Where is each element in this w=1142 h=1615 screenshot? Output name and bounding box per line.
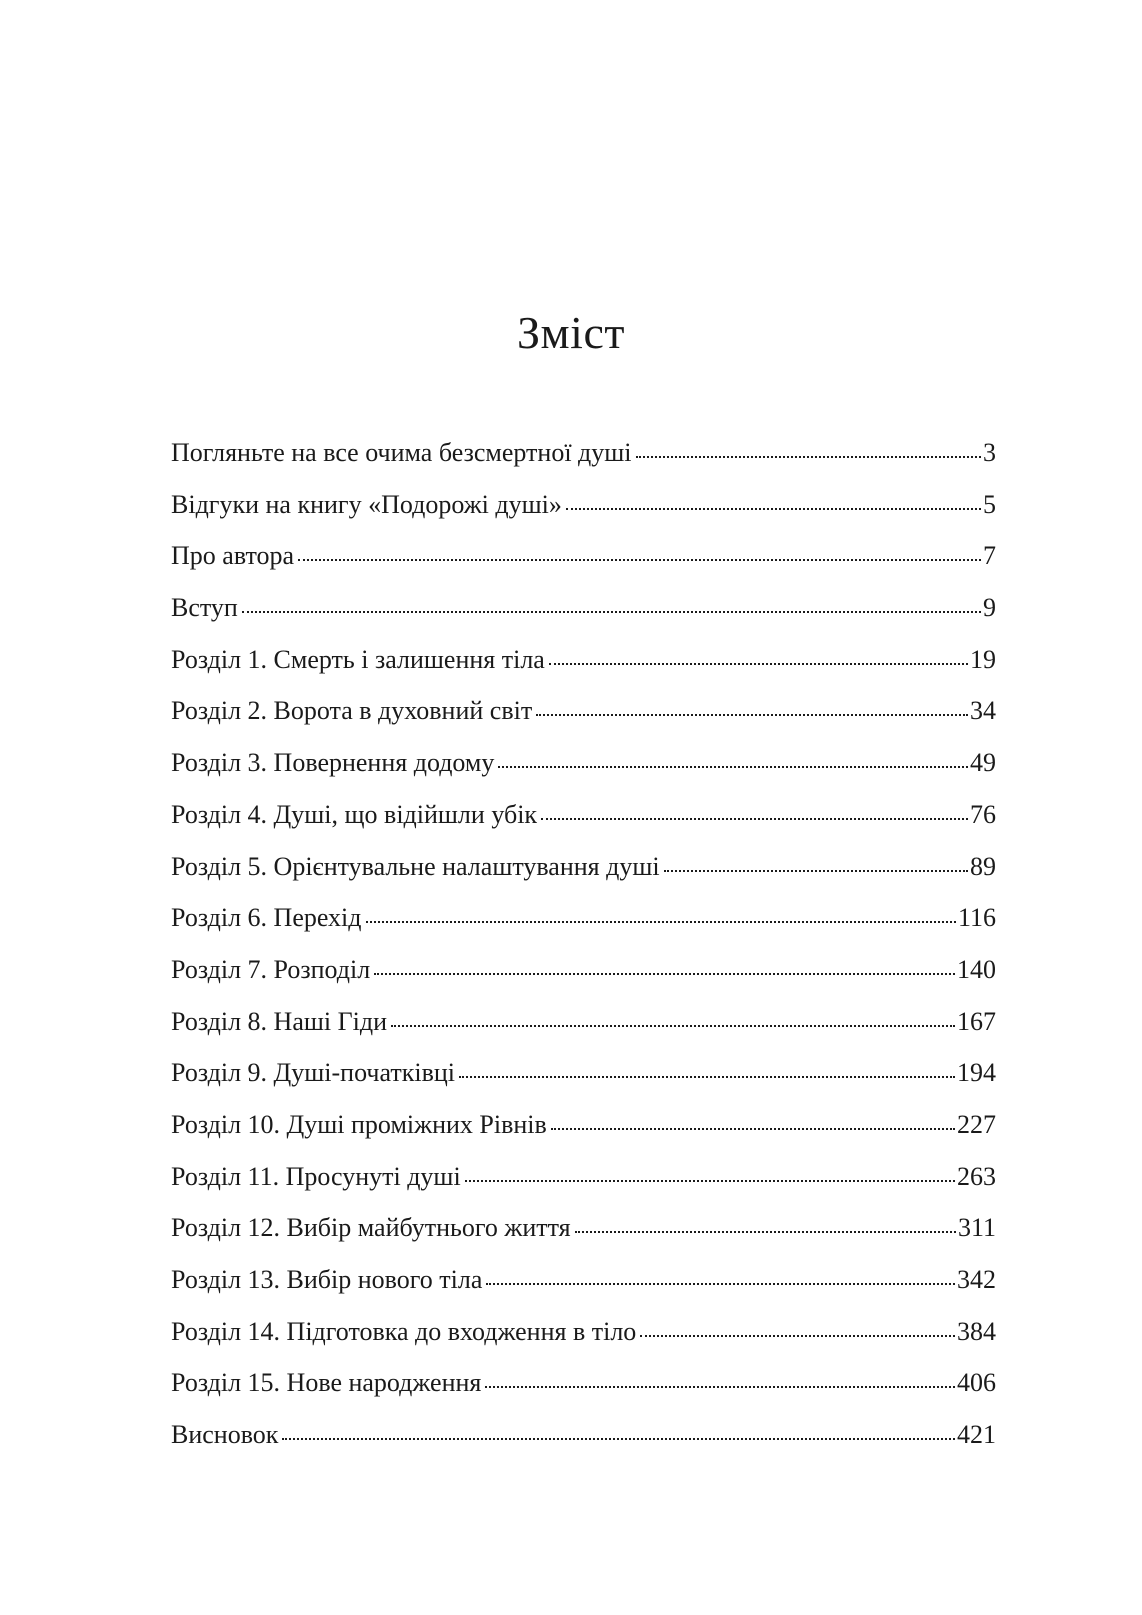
dot-leader (459, 1076, 955, 1078)
dot-leader (575, 1231, 956, 1233)
page-title: Зміст (517, 307, 625, 358)
dot-leader (242, 611, 981, 613)
dot-leader (366, 921, 956, 923)
dot-leader (551, 1128, 955, 1130)
toc-entry-title: Розділ 6. Перехід (171, 903, 362, 933)
dot-leader (536, 714, 968, 716)
toc-entry (171, 903, 996, 955)
toc-entry-page-number: 76 (970, 799, 996, 829)
toc-entry (171, 1317, 996, 1369)
toc-entry-page-number: 49 (970, 748, 996, 778)
dot-leader (640, 1335, 955, 1337)
toc-entry-title: Розділ 3. Повернення додому (171, 748, 495, 778)
toc-entry-title: Розділ 8. Наші Гіди (171, 1006, 387, 1036)
dot-leader (498, 766, 968, 768)
toc-entry-page-number: 421 (957, 1420, 996, 1450)
toc-entry (171, 1058, 996, 1110)
toc-entry-page-number: 167 (957, 1006, 996, 1036)
toc-entry (171, 1213, 996, 1265)
dot-leader (486, 1283, 955, 1285)
toc-entry-title: Розділ 12. Вибір майбутнього життя (171, 1213, 571, 1243)
toc-entry-title: Про автора (171, 541, 295, 571)
toc-entry (171, 1265, 996, 1317)
toc-entry-page-number: 5 (983, 489, 996, 519)
toc-entry-page-number: 194 (957, 1058, 996, 1088)
toc-entry-title: Розділ 2. Ворота в духовний світ (171, 696, 533, 726)
toc-entry (171, 1368, 996, 1420)
toc-entry (171, 852, 996, 904)
toc-entry (171, 645, 996, 697)
dot-leader (549, 663, 968, 665)
dot-leader (636, 456, 981, 458)
toc-entry-page-number: 34 (970, 696, 996, 726)
toc-entry (171, 1420, 996, 1472)
dot-leader (391, 1025, 955, 1027)
toc-entry-page-number: 384 (957, 1316, 996, 1346)
dot-leader (282, 1438, 955, 1440)
dot-leader (566, 508, 981, 510)
toc-entry-page-number: 311 (957, 1213, 996, 1243)
toc-entry-title: Розділ 7. Розподіл (171, 954, 371, 984)
toc-entry-title: Розділ 14. Підготовка до входження в тіло (171, 1316, 637, 1346)
toc-entry-page-number: 406 (957, 1368, 996, 1398)
toc-entry (171, 438, 996, 490)
toc-entry (171, 490, 996, 542)
toc-entry (171, 1007, 996, 1059)
toc-entry-title: Розділ 10. Душі проміжних Рівнів (171, 1109, 547, 1139)
toc-entry-page-number: 89 (970, 851, 996, 881)
toc-entry-title: Розділ 4. Душі, що відійшли убік (171, 799, 538, 829)
toc-entry-page-number: 3 (983, 438, 996, 467)
toc-entry-title: Погляньте на все очима безсмертної душі (171, 438, 632, 467)
toc-entry-page-number: 9 (983, 593, 996, 623)
toc-entry-page-number: 19 (970, 644, 996, 674)
toc-entry (171, 696, 996, 748)
toc-entry-page-number: 116 (957, 903, 996, 933)
toc-entry-title: Висновок (171, 1420, 279, 1450)
toc-entry (171, 593, 996, 645)
toc-entry-page-number: 342 (957, 1265, 996, 1294)
toc-entry-page-number: 140 (957, 954, 996, 984)
toc-entry-page-number: 263 (957, 1161, 996, 1191)
dot-leader (485, 1386, 955, 1388)
toc-entry (171, 800, 996, 852)
toc-entry (171, 1110, 996, 1162)
toc-entry (171, 748, 996, 800)
dot-leader (298, 559, 981, 561)
dot-leader (374, 973, 955, 975)
toc-entry (171, 1162, 996, 1214)
toc-entry-title: Вступ (171, 593, 238, 623)
dot-leader (465, 1180, 955, 1182)
dot-leader (664, 870, 968, 872)
toc-entry-title: Розділ 15. Нове народження (171, 1368, 482, 1398)
toc-entry (171, 541, 996, 593)
toc-entry-title: Розділ 13. Вибір нового тіла (171, 1265, 483, 1294)
table-of-contents (171, 438, 996, 1472)
toc-entry-page-number: 7 (983, 541, 996, 571)
toc-entry (171, 955, 996, 1007)
toc-entry-page-number: 227 (957, 1109, 996, 1139)
toc-entry-title: Розділ 9. Душі-початківці (171, 1058, 455, 1088)
toc-entry-title: Розділ 5. Орієнтувальне налаштування душі (171, 851, 660, 881)
toc-entry-title: Розділ 1. Смерть і залишення тіла (171, 644, 545, 674)
toc-entry-title: Розділ 11. Просунуті душі (171, 1161, 461, 1191)
toc-entry-title: Відгуки на книгу «Подорожі душі» (171, 489, 562, 519)
dot-leader (541, 818, 968, 820)
